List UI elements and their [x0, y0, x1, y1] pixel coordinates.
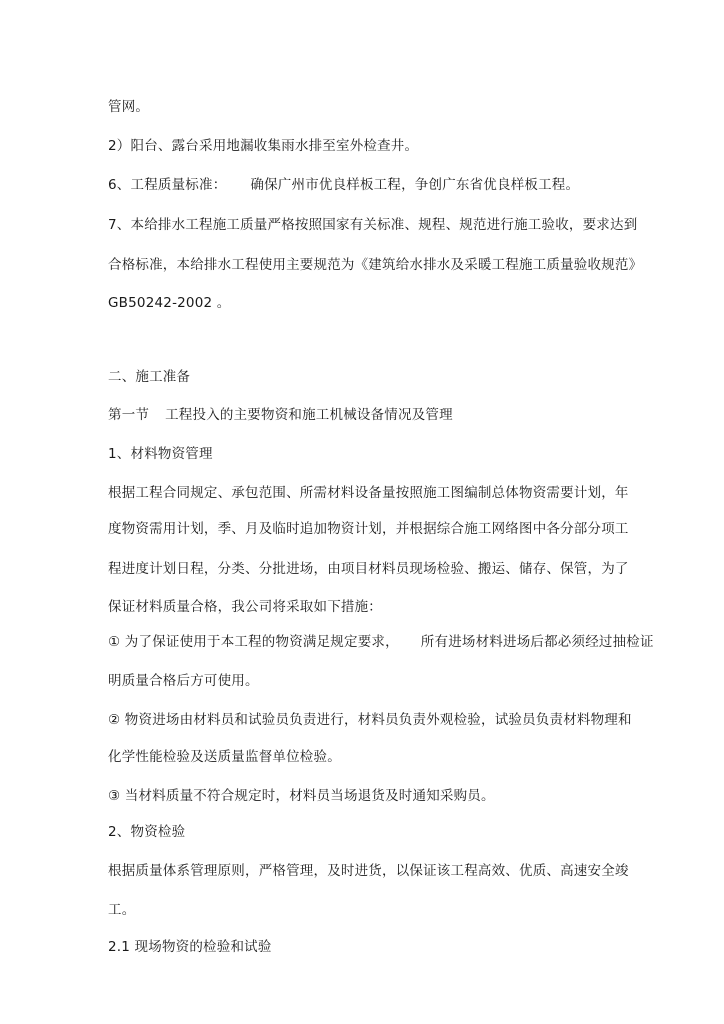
text-line-14: 工。 [108, 902, 136, 918]
measure-1-first-part: ① 为了保证使用于本工程的物资满足规定要求， [108, 634, 399, 650]
measure-1-second-part: 所有进场材料进场后都必须经过抽检证 [420, 634, 654, 650]
text-line-10: 保证材料质量合格，我公司将采取如下措施： [108, 599, 382, 615]
text-line-8: 度物资需用计划，季、月及临时追加物资计划，并根据综合施工网络图中各分部分项工 [108, 521, 629, 537]
item-heading-2: 2、物资检验 [108, 824, 186, 840]
measure-3-line: ③ 当材料质量不符合规定时，材料员当场退货及时通知采购员。 [108, 788, 495, 804]
text-line-3 [108, 176, 579, 194]
item-heading-1: 1、材料物资管理 [108, 446, 213, 462]
subsection-heading [108, 406, 453, 424]
text-line-5: 合格标准，本给排水工程使用主要规范为《建筑给水排水及采暖工程施工质量验收规范》 [108, 257, 643, 273]
text-line-2: 2）阳台、露台采用地漏收集雨水排至室外检查井。 [108, 138, 419, 154]
section-heading: 二、施工准备 [108, 369, 191, 385]
text-line-7: 根据工程合同规定、承包范围、所需材料设备量按照施工图编制总体物资需要计划，年 [108, 485, 629, 501]
measure-1-line [108, 633, 654, 651]
quality-standard-label: 6、工程质量标准： [108, 177, 227, 193]
text-line-4: 7、本给排水工程施工质量严格按照国家有关标准、规程、规范进行施工验收，要求达到 [108, 217, 638, 233]
measure-2-line: ② 物资进场由材料员和试验员负责进行，材料员负责外观检验，试验员负责材料物理和 [108, 712, 632, 728]
subsection-number: 第一节 [108, 407, 150, 423]
quality-standard-value: 确保广州市优良样板工程，争创广东省优良样板工程。 [250, 177, 580, 193]
text-line-13: 根据质量体系管理原则，严格管理，及时进货，以保证该工程高效、优质、高速安全竣 [108, 863, 629, 879]
text-line-11: 明质量合格后方可使用。 [108, 673, 259, 689]
text-line-9: 程进度计划日程，分类、分批进场，由项目材料员现场检验、搬运、储存、保管，为了 [108, 561, 629, 577]
item-heading-3: 2.1 现场物资的检验和试验 [108, 939, 272, 955]
subsection-title: 工程投入的主要物资和施工机械设备情况及管理 [165, 407, 453, 423]
text-line-6: GB50242-2002 。 [108, 295, 231, 311]
text-line-1: 管网。 [108, 99, 150, 115]
text-line-12: 化学性能检验及送质量监督单位检验。 [108, 749, 341, 765]
